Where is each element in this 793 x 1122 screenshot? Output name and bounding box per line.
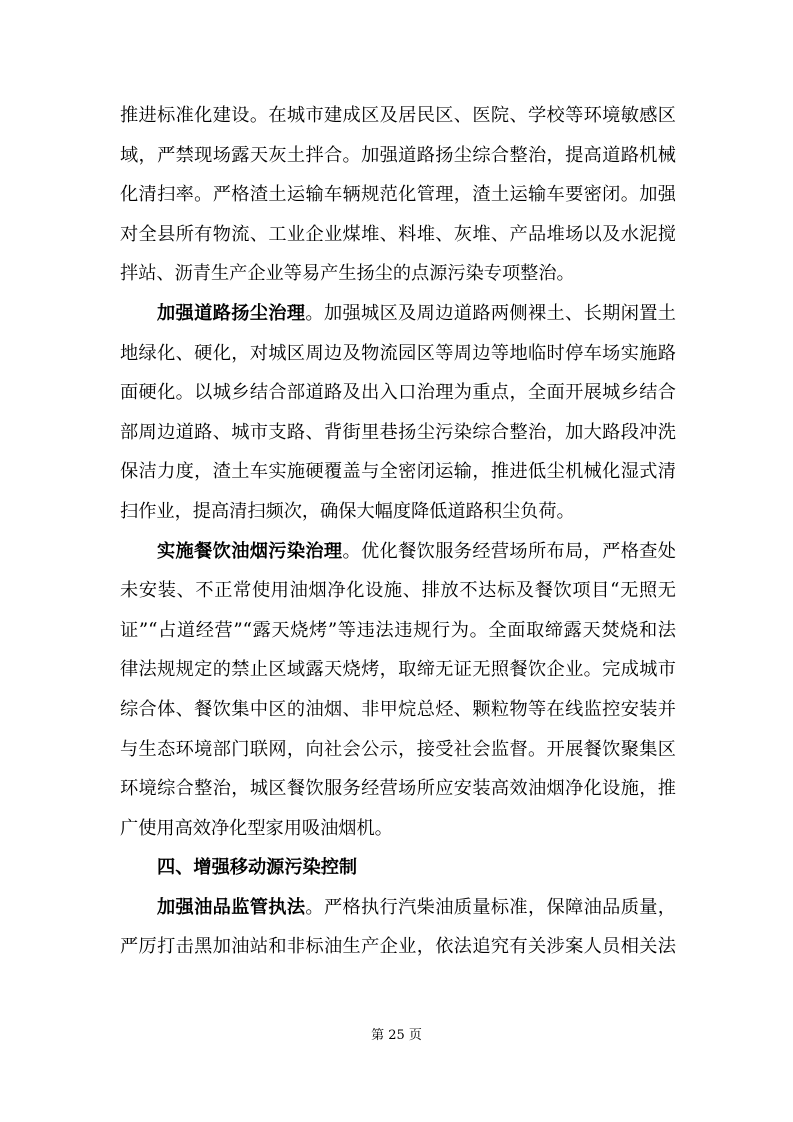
paragraph-fuel-supervision	[120, 888, 676, 967]
paragraph-heading: 加强油品监管执法	[157, 896, 306, 918]
text-line	[120, 532, 676, 572]
document-body	[120, 96, 676, 967]
text-line	[120, 888, 676, 928]
text-line: 严厉打击黑加油站和非标油生产企业，依法追究有关涉案人员相关法	[120, 936, 676, 958]
text-line: 对全县所有物流、工业企业煤堆、料堆、灰堆、产品堆场以及水泥搅	[120, 223, 676, 245]
text-line: 未安装、不正常使用油烟净化设施、排放不达标及餐饮项目“无照无	[120, 580, 676, 602]
text-line: 与生态环境部门联网，向社会公示，接受社会监督。开展餐饮聚集区	[120, 738, 676, 760]
text-run: 。优化餐饮服务经营场所布局，严格查处	[342, 540, 676, 562]
text-line: 部周边道路、城市支路、背街里巷扬尘污染综合整治，加大路段冲洗	[120, 421, 676, 443]
text-line	[120, 294, 676, 334]
text-line: 地绿化、硬化，对城区周边及物流园区等周边等地临时停车场实施路	[120, 342, 676, 364]
text-line: 推进标准化建设。在城市建成区及居民区、医院、学校等环境敏感区	[120, 105, 676, 126]
text-line: 律法规规定的禁止区域露天烧烤，取缔无证无照餐饮企业。完成城市	[120, 659, 676, 681]
paragraph-catering-fumes	[120, 532, 676, 849]
paragraph-road-dust	[120, 294, 676, 532]
text-line: 拌站、沥青生产企业等易产生扬尘的点源污染专项整治。	[120, 263, 575, 285]
text-line: 面硬化。以城乡结合部道路及出入口治理为重点，全面开展城乡结合	[120, 382, 676, 404]
paragraph-dust-control-continuation	[120, 96, 676, 294]
paragraph-heading: 加强道路扬尘治理	[157, 302, 306, 324]
text-line: 广使用高效净化型家用吸油烟机。	[120, 817, 393, 839]
text-line: 保洁力度，渣土车实施硬覆盖与全密闭运输，推进低尘机械化湿式清	[120, 461, 676, 483]
page-number: 第 25 页	[371, 1028, 422, 1043]
text-line: 环境综合整治，城区餐饮服务经营场所应安装高效油烟净化设施，推	[120, 778, 676, 800]
text-run: 。严格执行汽柴油质量标准，保障油品质量，	[305, 896, 676, 918]
paragraph-heading: 实施餐饮油烟污染治理	[157, 540, 343, 562]
section-heading: 四、增强移动源污染控制	[157, 857, 358, 879]
text-run: 。加强城区及周边道路两侧裸土、长期闲置土	[305, 302, 676, 324]
text-line: 化清扫率。严格渣土运输车辆规范化管理，渣土运输车要密闭。加强	[120, 184, 676, 206]
text-line: 综合体、餐饮集中区的油烟、非甲烷总烃、颗粒物等在线监控安装并	[120, 698, 676, 720]
text-line: 证”“占道经营”“露天烧烤”等违法违规行为。全面取缔露天焚烧和法	[120, 619, 676, 641]
text-line: 域，严禁现场露天灰土拌合。加强道路扬尘综合整治，提高道路机械	[120, 144, 676, 166]
text-line: 扫作业，提高清扫频次，确保大幅度降低道路积尘负荷。	[120, 500, 575, 522]
